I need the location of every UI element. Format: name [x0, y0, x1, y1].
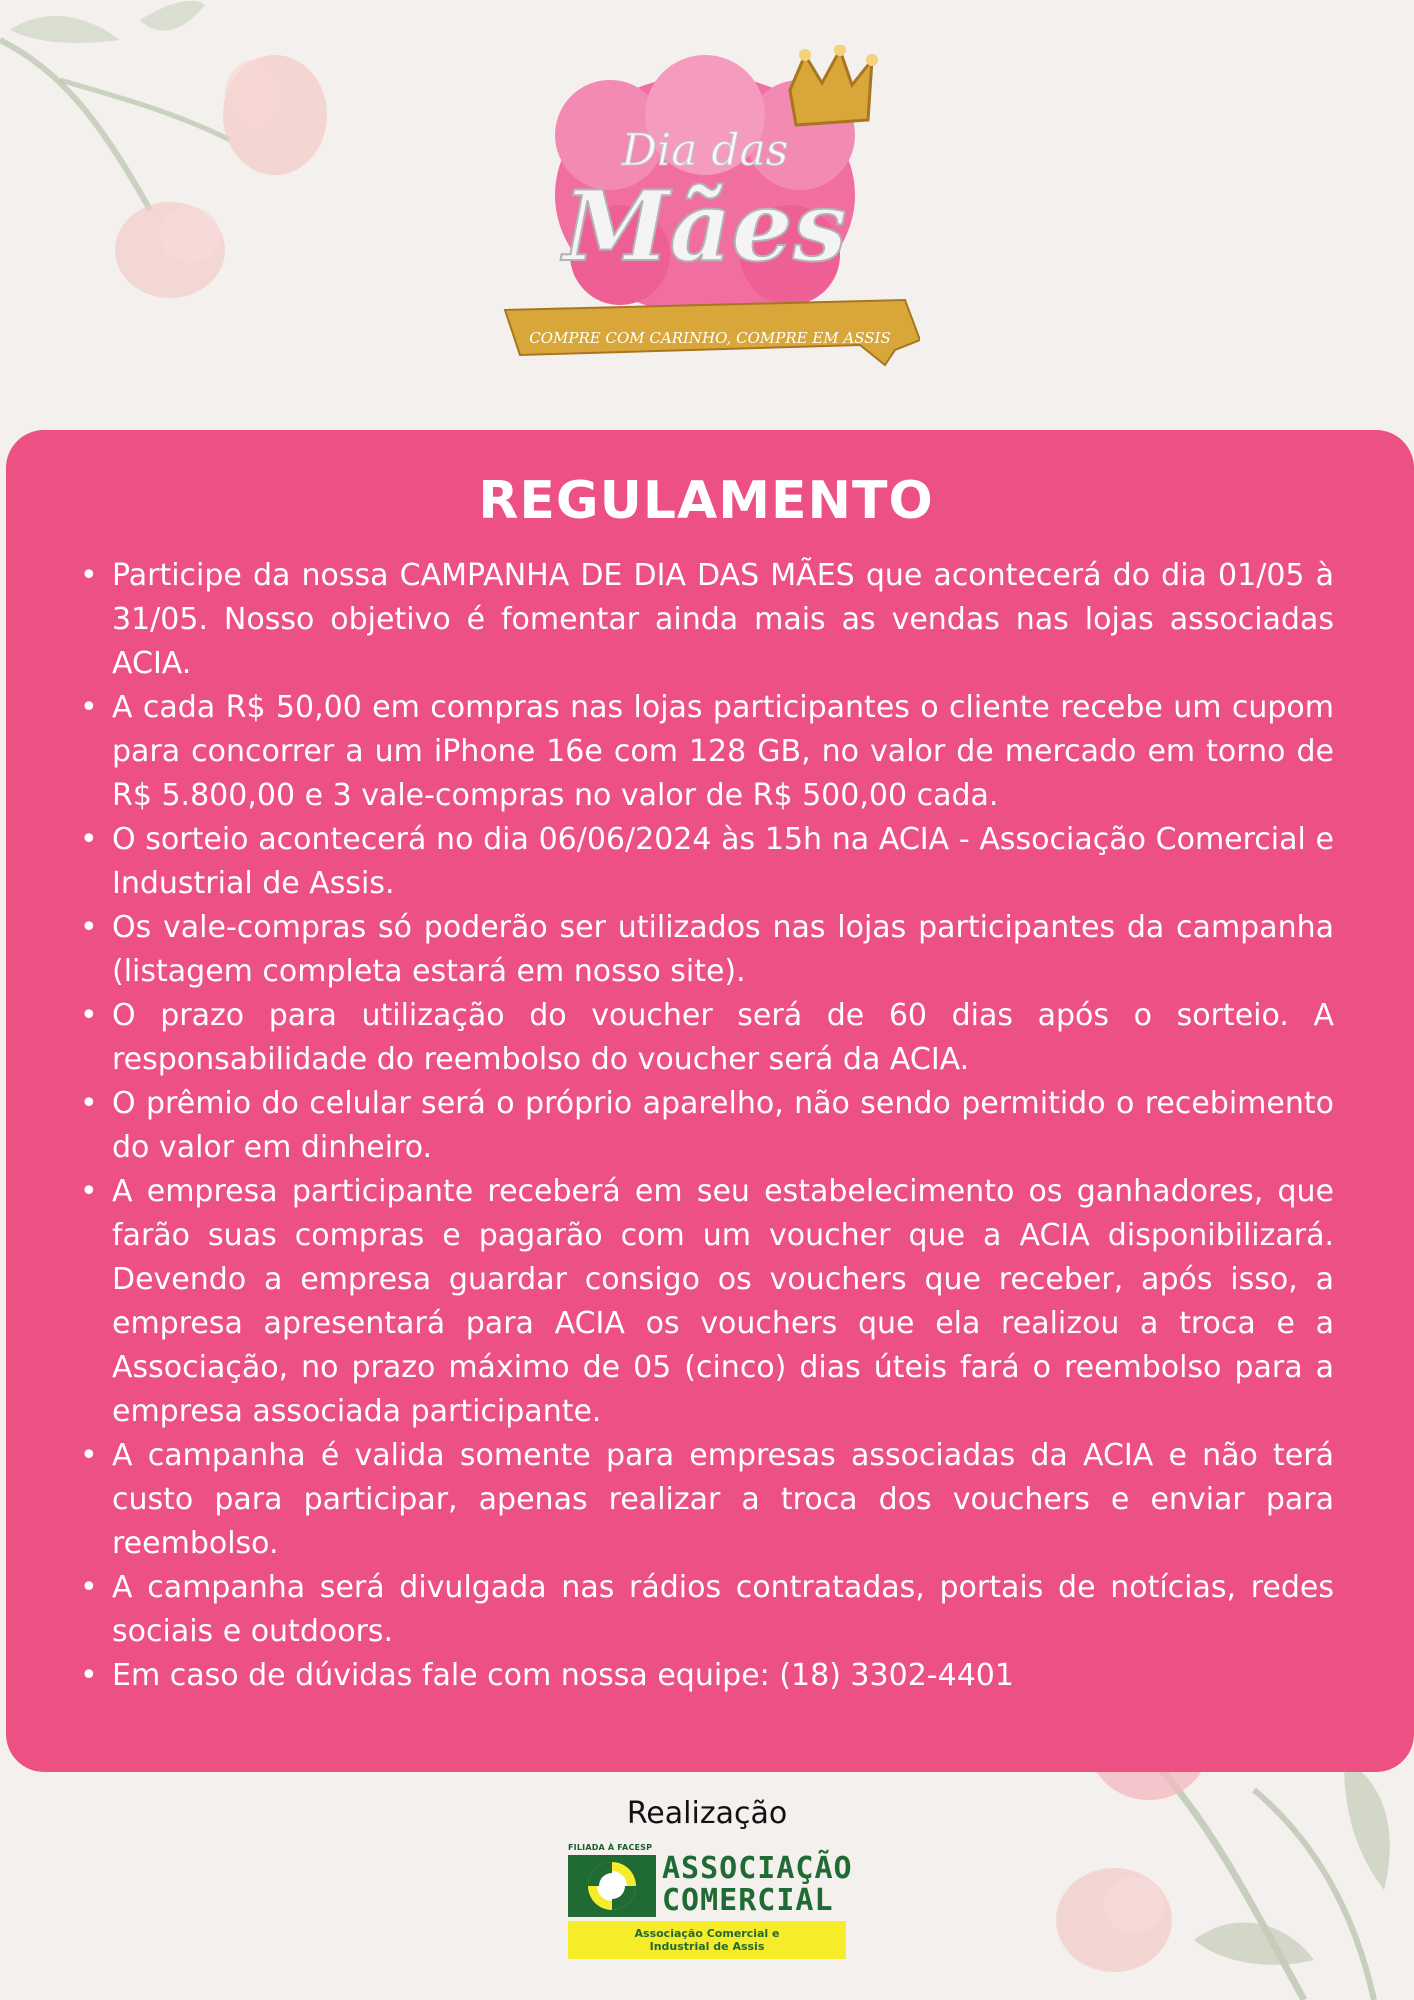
regulamento-title: REGULAMENTO — [478, 471, 934, 531]
bullet-icon: • — [80, 998, 98, 1034]
rule-item — [78, 1170, 1334, 1434]
acia-subtitle-line1: Associação Comercial e — [634, 1927, 780, 1940]
rule-text: A empresa participante receberá em seu estabelecimento os ganhadores, que farão suas compras e pagarão com um voucher que a ACIA disponibilizará. Devendo a empresa guardar consigo os vouchers que receber, após isso, a empresa apresentará para ACIA os vouchers que ela realizou a troca e a Associação, no prazo máximo de 05 (cinco) dias úteis fará o reembolso para a empresa associada participante. — [112, 1174, 1334, 1430]
bullet-icon: • — [80, 1658, 98, 1694]
flower-decoration-top-left — [0, 0, 330, 300]
rule-item — [78, 906, 1334, 994]
acia-name-line2: COMERCIAL — [662, 1883, 834, 1918]
regulamento-list — [78, 554, 1334, 1698]
rule-text: O prazo para utilização do voucher será de 60 dias após o sorteio. A responsabilidade do reembolso do voucher será da ACIA. — [112, 998, 1334, 1078]
bullet-icon: • — [80, 910, 98, 946]
rule-text: O sorteio acontecerá no dia 06/06/2024 às 15h na ACIA - Associação Comercial e Industrial de Assis. — [112, 822, 1334, 902]
rule-text: Participe da nossa CAMPANHA DE DIA DAS MÃES que acontecerá do dia 01/05 à 31/05. Nosso objetivo é fomentar ainda mais as vendas nas lojas associadas ACIA. — [112, 558, 1334, 682]
bullet-icon: • — [80, 1174, 98, 1210]
dia-das-maes-logo — [500, 45, 920, 415]
rule-text: A campanha será divulgada nas rádios contratadas, portais de notícias, redes sociais e outdoors. — [112, 1570, 1334, 1650]
regulamento-panel — [6, 430, 1414, 1772]
bullet-icon: • — [80, 690, 98, 726]
rule-text: A campanha é valida somente para empresas associadas da ACIA e não terá custo para participar, apenas realizar a troca dos vouchers e enviar para reembolso. — [112, 1438, 1334, 1562]
acia-filiada-text: FILIADA À FACESP — [568, 1843, 653, 1852]
bullet-icon: • — [80, 558, 98, 594]
rule-item — [78, 1082, 1334, 1170]
svg-text:COMPRE COM CARINHO, COMPRE EM: COMPRE COM CARINHO, COMPRE EM ASSIS — [529, 329, 891, 347]
bullet-icon: • — [80, 1438, 98, 1474]
acia-subtitle — [568, 1921, 846, 1959]
svg-text:Mães: Mães — [563, 170, 847, 283]
rule-text: O prêmio do celular será o próprio aparelho, não sendo permitido o recebimento do valor em dinheiro. — [112, 1086, 1334, 1166]
bullet-icon: • — [80, 1570, 98, 1606]
realizacao-label: Realização — [626, 1796, 788, 1831]
rule-text: Em caso de dúvidas fale com nossa equipe: (18) 3302-4401 — [112, 1658, 1014, 1694]
rule-item — [78, 686, 1334, 818]
svg-text:Dia das: Dia das — [621, 125, 789, 176]
bullet-icon: • — [80, 1086, 98, 1122]
rule-text: Os vale-compras só poderão ser utilizados nas lojas participantes da campanha (listagem completa estará em nosso site). — [112, 910, 1334, 990]
acia-name-line1: ASSOCIAÇÃO — [662, 1851, 853, 1886]
acia-emblem-icon — [568, 1855, 656, 1917]
bullet-icon: • — [80, 822, 98, 858]
rule-item — [78, 1434, 1334, 1566]
rule-item — [78, 554, 1334, 686]
crown-icon — [790, 45, 878, 125]
rule-item — [78, 1566, 1334, 1654]
rule-item-contact — [78, 1654, 1334, 1698]
rule-item — [78, 818, 1334, 906]
acia-logo — [568, 1843, 853, 1959]
acia-subtitle-line2: Industrial de Assis — [649, 1940, 765, 1953]
rule-text: A cada R$ 50,00 em compras nas lojas participantes o cliente recebe um cupom para concorrer a um iPhone 16e com 128 GB, no valor de mercado em torno de R$ 5.800,00 e 3 vale-compras no valor de R$ 500,00 cada. — [112, 690, 1334, 814]
rule-item — [78, 994, 1334, 1082]
